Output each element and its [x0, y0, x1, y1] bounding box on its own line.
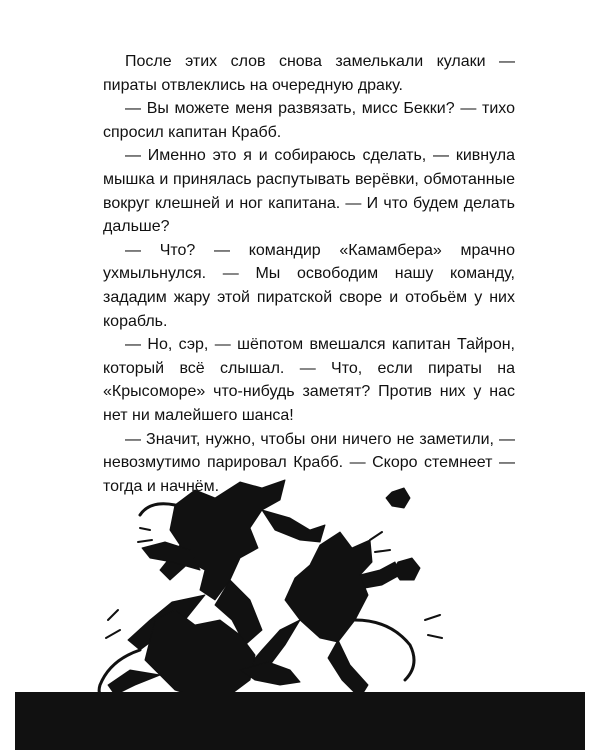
paragraph: После этих слов снова замелькали кулаки — пираты отвлеклись на очередную драку. — [103, 53, 515, 94]
fighting-rats-silhouette-icon — [99, 480, 414, 702]
paragraph: — Но, сэр, — шёпотом вмешался капитан Тайрон, который всё слышал. — Что, если пираты на «Крысоморе» что-нибудь заметят? Против них у нас нет ни малейшего шанса! — [103, 336, 515, 424]
paragraph: — Значит, нужно, чтобы они ничего не заметили, — невозмутимо парировал Крабб. — Скоро стемнеет — тогда и начнём. — [103, 430, 515, 495]
paragraph: — Вы можете меня развязать, мисс Бекки? — тихо спросил капитан Крабб. — [103, 100, 515, 141]
bottom-band — [15, 692, 585, 750]
paragraph: — Именно это я и собираюсь сделать, — кивнула мышка и принялась распутывать верёвки, обмотанные вокруг клешней и ног капитана. — И что будем делать дальше? — [103, 147, 515, 236]
paragraph: — Что? — командир «Камамбера» мрачно ухмыльнулся. — Мы освободим нашу команду, зададим жару этой пиратской своре и отобьём у них корабль. — [103, 241, 515, 330]
page-text — [103, 50, 515, 498]
